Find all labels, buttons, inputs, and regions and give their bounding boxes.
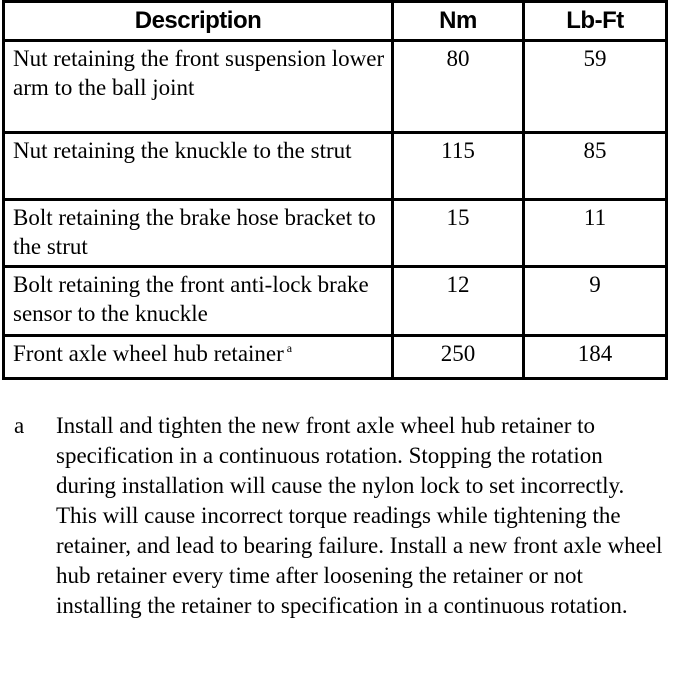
row-lbft-value: 11 [524, 200, 667, 267]
header-row [4, 2, 667, 41]
footnote-reference: a [286, 341, 293, 356]
row-nm-value: 115 [393, 133, 524, 200]
table-header [4, 2, 667, 41]
row-description: Front axle wheel hub retainer [13, 341, 284, 366]
footnote-text: Install and tighten the new front axle wheel hub retainer to specification in a continuous rotation. Stopping the rotation during installation will cause the nylon lock to set incorrectly. This will cause incorrect torque readings while tightening the retainer, and lead to bearing failure. Install a new front axle wheel hub retainer every time after loosening the retainer or not installing the retainer to specification in a continuous rotation. [56, 413, 663, 618]
row-nm-value: 12 [393, 267, 524, 336]
row-lbft-value: 85 [524, 133, 667, 200]
header-description: Description [4, 2, 393, 41]
footnote [14, 411, 664, 621]
row-lbft-value: 59 [524, 41, 667, 133]
row-nm-value: 250 [393, 336, 524, 379]
row-description-cell [4, 336, 393, 379]
header-lbft: Lb-Ft [524, 2, 667, 41]
header-nm: Nm [393, 2, 524, 41]
table-row [4, 133, 667, 200]
row-description: Nut retaining the knuckle to the strut [4, 133, 393, 200]
table-row [4, 336, 667, 379]
row-lbft-value: 184 [524, 336, 667, 379]
table-row [4, 41, 667, 133]
row-nm-value: 15 [393, 200, 524, 267]
torque-spec-table [2, 0, 668, 380]
table-row [4, 200, 667, 267]
row-lbft-value: 9 [524, 267, 667, 336]
row-description: Bolt retaining the brake hose bracket to the strut [4, 200, 393, 267]
table-body [4, 41, 667, 379]
row-nm-value: 80 [393, 41, 524, 133]
row-description: Bolt retaining the front anti-lock brake sensor to the knuckle [4, 267, 393, 336]
footnote-marker: a [14, 413, 25, 438]
row-description: Nut retaining the front suspension lower arm to the ball joint [4, 41, 393, 133]
table-row [4, 267, 667, 336]
